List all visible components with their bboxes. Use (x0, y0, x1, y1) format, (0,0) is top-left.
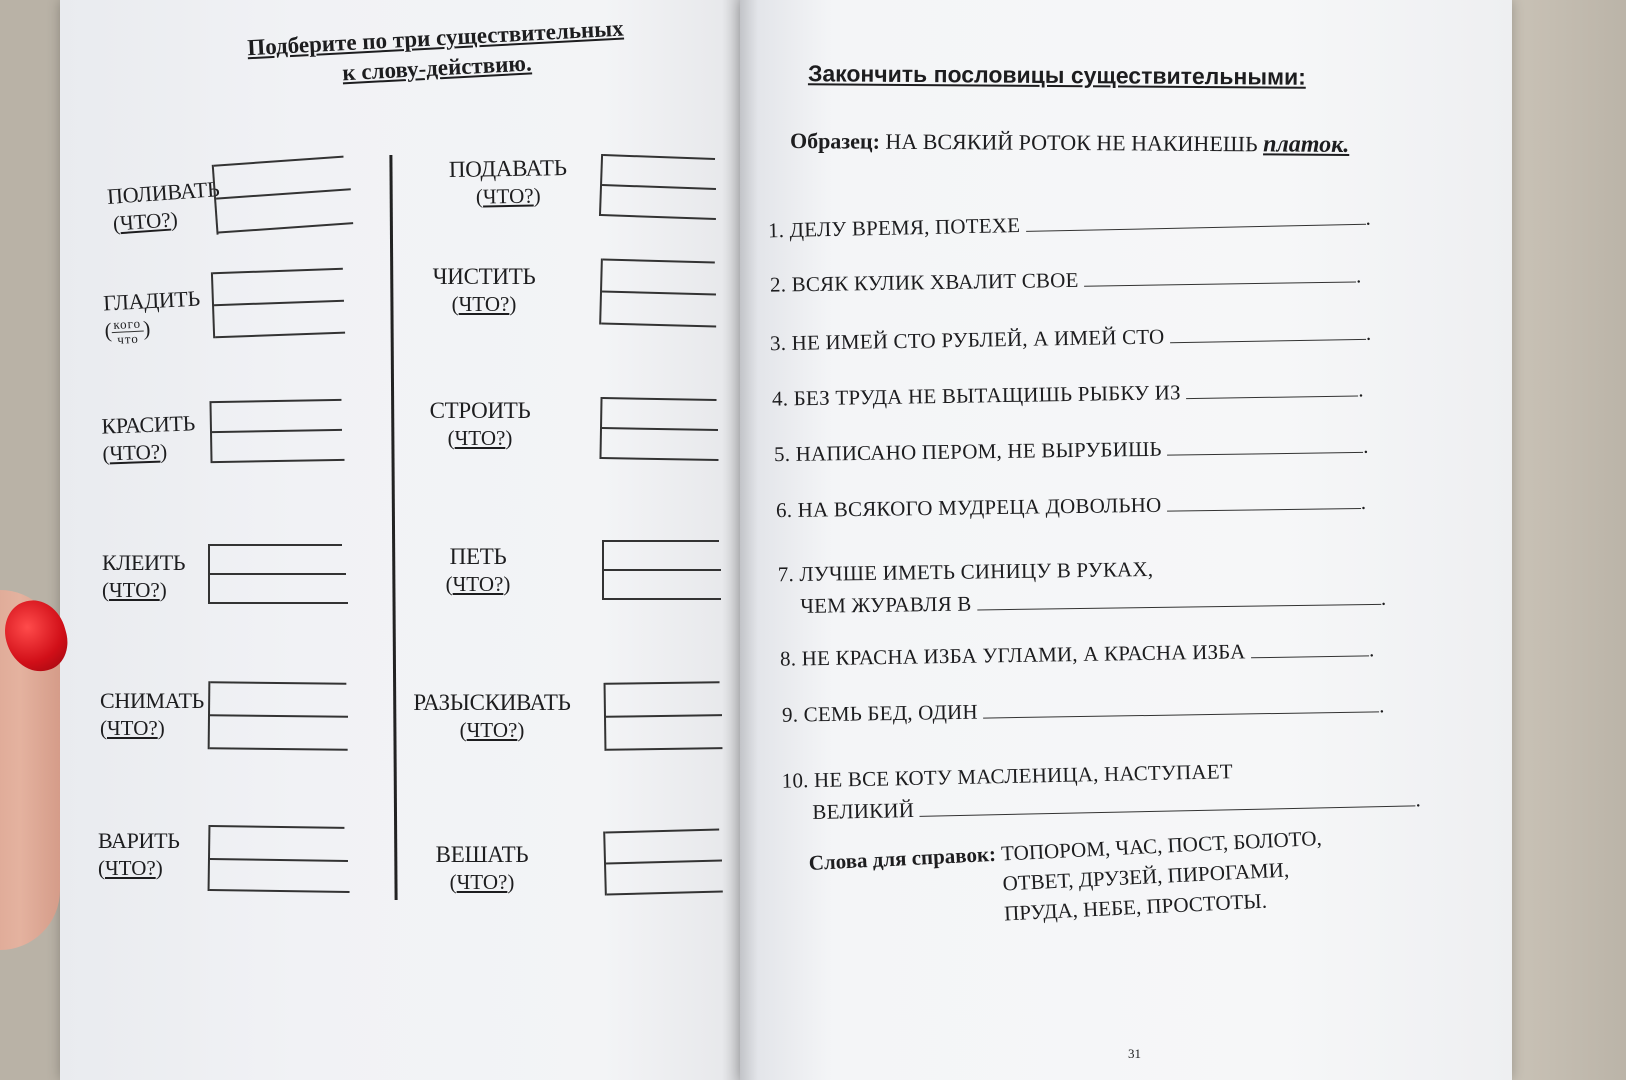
answer-blank[interactable] (977, 586, 1381, 611)
answer-blank[interactable] (1084, 263, 1356, 286)
answer-lines-polivat[interactable] (212, 155, 354, 234)
answer-lines-gladit[interactable] (211, 268, 345, 339)
answer-lines-razyskivat[interactable] (604, 681, 723, 751)
entry-stroit: СТРОИТЬ (ЧТО?) (410, 398, 550, 452)
entry-verb: КРАСИТЬ (101, 410, 196, 439)
answer-lines-kleit[interactable] (208, 544, 348, 604)
entry-question: ЧТО? (482, 183, 534, 209)
entry-question: ЧТО? (119, 207, 172, 236)
proverb-8: 8. НЕ КРАСНА ИЗБА УГЛАМИ, А КРАСНА ИЗБА . (779, 637, 1375, 671)
proverb-1: 1. ДЕЛУ ВРЕМЯ, ПОТЕХЕ . (767, 205, 1372, 243)
proverb-5: 5. НАПИСАНО ПЕРОМ, НЕ ВЫРУБИШЬ . (773, 433, 1369, 467)
answer-lines-podavat[interactable] (599, 154, 718, 220)
proverb-text: НЕ КРАСНА ИЗБА УГЛАМИ, А КРАСНА ИЗБА (801, 639, 1246, 671)
entry-verb: СТРОИТЬ (429, 398, 531, 423)
entry-krasit: КРАСИТЬ (ЧТО?) (101, 410, 196, 466)
entry-pet: ПЕТЬ (ЧТО?) (408, 544, 548, 598)
sample-text: НА ВСЯКИЙ РОТОК НЕ НАКИНЕШЬ (885, 128, 1258, 157)
proverb-text-cont: ЧЕМ ЖУРАВЛЯ В (800, 591, 972, 618)
page-number: 31 (1128, 1046, 1141, 1061)
proverb-text: НЕ ВСЕ КОТУ МАСЛЕНИЦА, НАСТУПАЕТ (813, 759, 1234, 793)
entry-question: ЧТО? (456, 870, 508, 894)
answer-lines-stroit[interactable] (599, 397, 719, 461)
proverb-6: 6. НА ВСЯКОГО МУДРЕЦА ДОВОЛЬНО . (775, 489, 1367, 523)
proverb-2: 2. ВСЯК КУЛИК ХВАЛИТ СВОЕ . (769, 263, 1362, 297)
title-line-1: Подберите по три существительных (246, 15, 625, 61)
entry-verb: СНИМАТЬ (100, 688, 204, 713)
answer-blank[interactable] (1167, 434, 1363, 456)
entry-verb: РАЗЫСКИВАТЬ (413, 690, 571, 715)
entry-verb: ПОДАВАТЬ (448, 154, 567, 183)
proverb-4: 4. БЕЗ ТРУДА НЕ ВЫТАЩИШЬ РЫБКУ ИЗ . (771, 377, 1364, 411)
answer-lines-varit[interactable] (208, 825, 351, 893)
proverb-text: ВСЯК КУЛИК ХВАЛИТ СВОЕ (791, 267, 1079, 297)
right-page-title: Закончить пословицы существительными: (807, 60, 1306, 90)
entry-question: ЧТО? (109, 439, 161, 466)
entry-verb: ВАРИТЬ (98, 828, 180, 853)
entry-verb: ПОЛИВАТЬ (106, 176, 221, 209)
sample-answer: платок. (1263, 131, 1350, 158)
entry-question: ЧТО? (452, 572, 504, 596)
proverb-text: ДЕЛУ ВРЕМЯ, ПОТЕХЕ (789, 213, 1021, 242)
entry-podavat: ПОДАВАТЬ (ЧТО?) (436, 155, 581, 212)
proverb-text: НА ВСЯКОГО МУДРЕЦА ДОВОЛЬНО (797, 492, 1162, 522)
proverb-3: 3. НЕ ИМЕЙ СТО РУБЛЕЙ, А ИМЕЙ СТО . (769, 320, 1372, 356)
entry-verb: ПЕТЬ (449, 544, 507, 569)
entry-verb: ЧИСТИТЬ (432, 264, 536, 289)
answer-blank[interactable] (1251, 637, 1369, 658)
answer-lines-veshat[interactable] (603, 828, 723, 895)
entry-question: ЧТО? (466, 718, 518, 742)
proverb-7: 7. ЛУЧШЕ ИМЕТЬ СИНИЦУ В РУКАХ, ЧЕМ ЖУРАВЛЯ В . (777, 557, 1387, 618)
entry-kleit: КЛЕИТЬ (ЧТО?) (102, 550, 186, 602)
answer-blank[interactable] (919, 787, 1415, 816)
proverb-text: ЛУЧШЕ ИМЕТЬ СИНИЦУ В РУКАХ, (799, 557, 1154, 586)
sample-label: Образец: (789, 128, 881, 154)
title-line-2: к слову-действию. (341, 50, 533, 86)
entry-verb: КЛЕИТЬ (102, 550, 186, 575)
entry-question: ЧТО? (105, 856, 156, 880)
background-surface (1512, 0, 1626, 1080)
answer-lines-krasit[interactable] (209, 399, 344, 463)
entry-question: ЧТО? (454, 426, 506, 450)
answer-blank[interactable] (1170, 321, 1366, 343)
entry-veshat: ВЕШАТЬ (ЧТО?) (412, 842, 552, 896)
proverb-text: НЕ ИМЕЙ СТО РУБЛЕЙ, А ИМЕЙ СТО (791, 324, 1165, 355)
answer-blank[interactable] (1167, 490, 1361, 512)
entry-chistit: ЧИСТИТЬ (ЧТО?) (414, 264, 554, 318)
answer-lines-snimat[interactable] (208, 681, 349, 750)
refs-label: Слова для справок: (808, 841, 997, 875)
proverb-9: 9. СЕМЬ БЕД, ОДИН . (781, 693, 1385, 727)
entry-varit: ВАРИТЬ (ЧТО?) (98, 828, 180, 880)
book-gutter (722, 0, 758, 1080)
answer-lines-chistit[interactable] (599, 258, 718, 327)
entry-question: ЧТО? (458, 292, 510, 316)
proverb-text: СЕМЬ БЕД, ОДИН (803, 699, 978, 727)
answer-lines-pet[interactable] (602, 540, 721, 600)
proverb-text: БЕЗ ТРУДА НЕ ВЫТАЩИШЬ РЫБКУ ИЗ (793, 380, 1181, 411)
entry-snimat: СНИМАТЬ (ЧТО?) (100, 688, 204, 740)
entry-razyskivat: РАЗЫСКИВАТЬ (ЧТО?) (394, 690, 590, 744)
question-fraction: $\frac{\text{кого}}{\text{что}}$ (111, 316, 144, 347)
proverb-text-cont: ВЕЛИКИЙ (812, 797, 915, 825)
proverb-10: 10. НЕ ВСЕ КОТУ МАСЛЕНИЦА, НАСТУПАЕТ ВЕЛИКИЙ . (781, 759, 1422, 825)
entry-question: ЧТО? (109, 578, 160, 602)
entry-question: ЧТО? (107, 716, 158, 740)
entry-gladit: ГЛАДИТЬ ( $\frac{\text{кого}}{\text{что}}$ ) (102, 285, 201, 347)
entry-verb: ВЕШАТЬ (435, 842, 529, 867)
sample-line (790, 128, 1350, 159)
answer-blank[interactable] (1186, 377, 1358, 399)
entry-verb: ГЛАДИТЬ (102, 285, 201, 316)
refs-words: ТОПОРОМ, ЧАС, ПОСТ, БОЛОТО, ОТВЕТ, ДРУЗЕЙ, ПИРОГАМИ, ПРУДА, НЕБЕ, ПРОСТОТЫ. (1000, 825, 1323, 926)
proverb-text: НАПИСАНО ПЕРОМ, НЕ ВЫРУБИШЬ (795, 436, 1162, 466)
entry-polivat: ПОЛИВАТЬ (ЧТО?) (106, 176, 221, 236)
